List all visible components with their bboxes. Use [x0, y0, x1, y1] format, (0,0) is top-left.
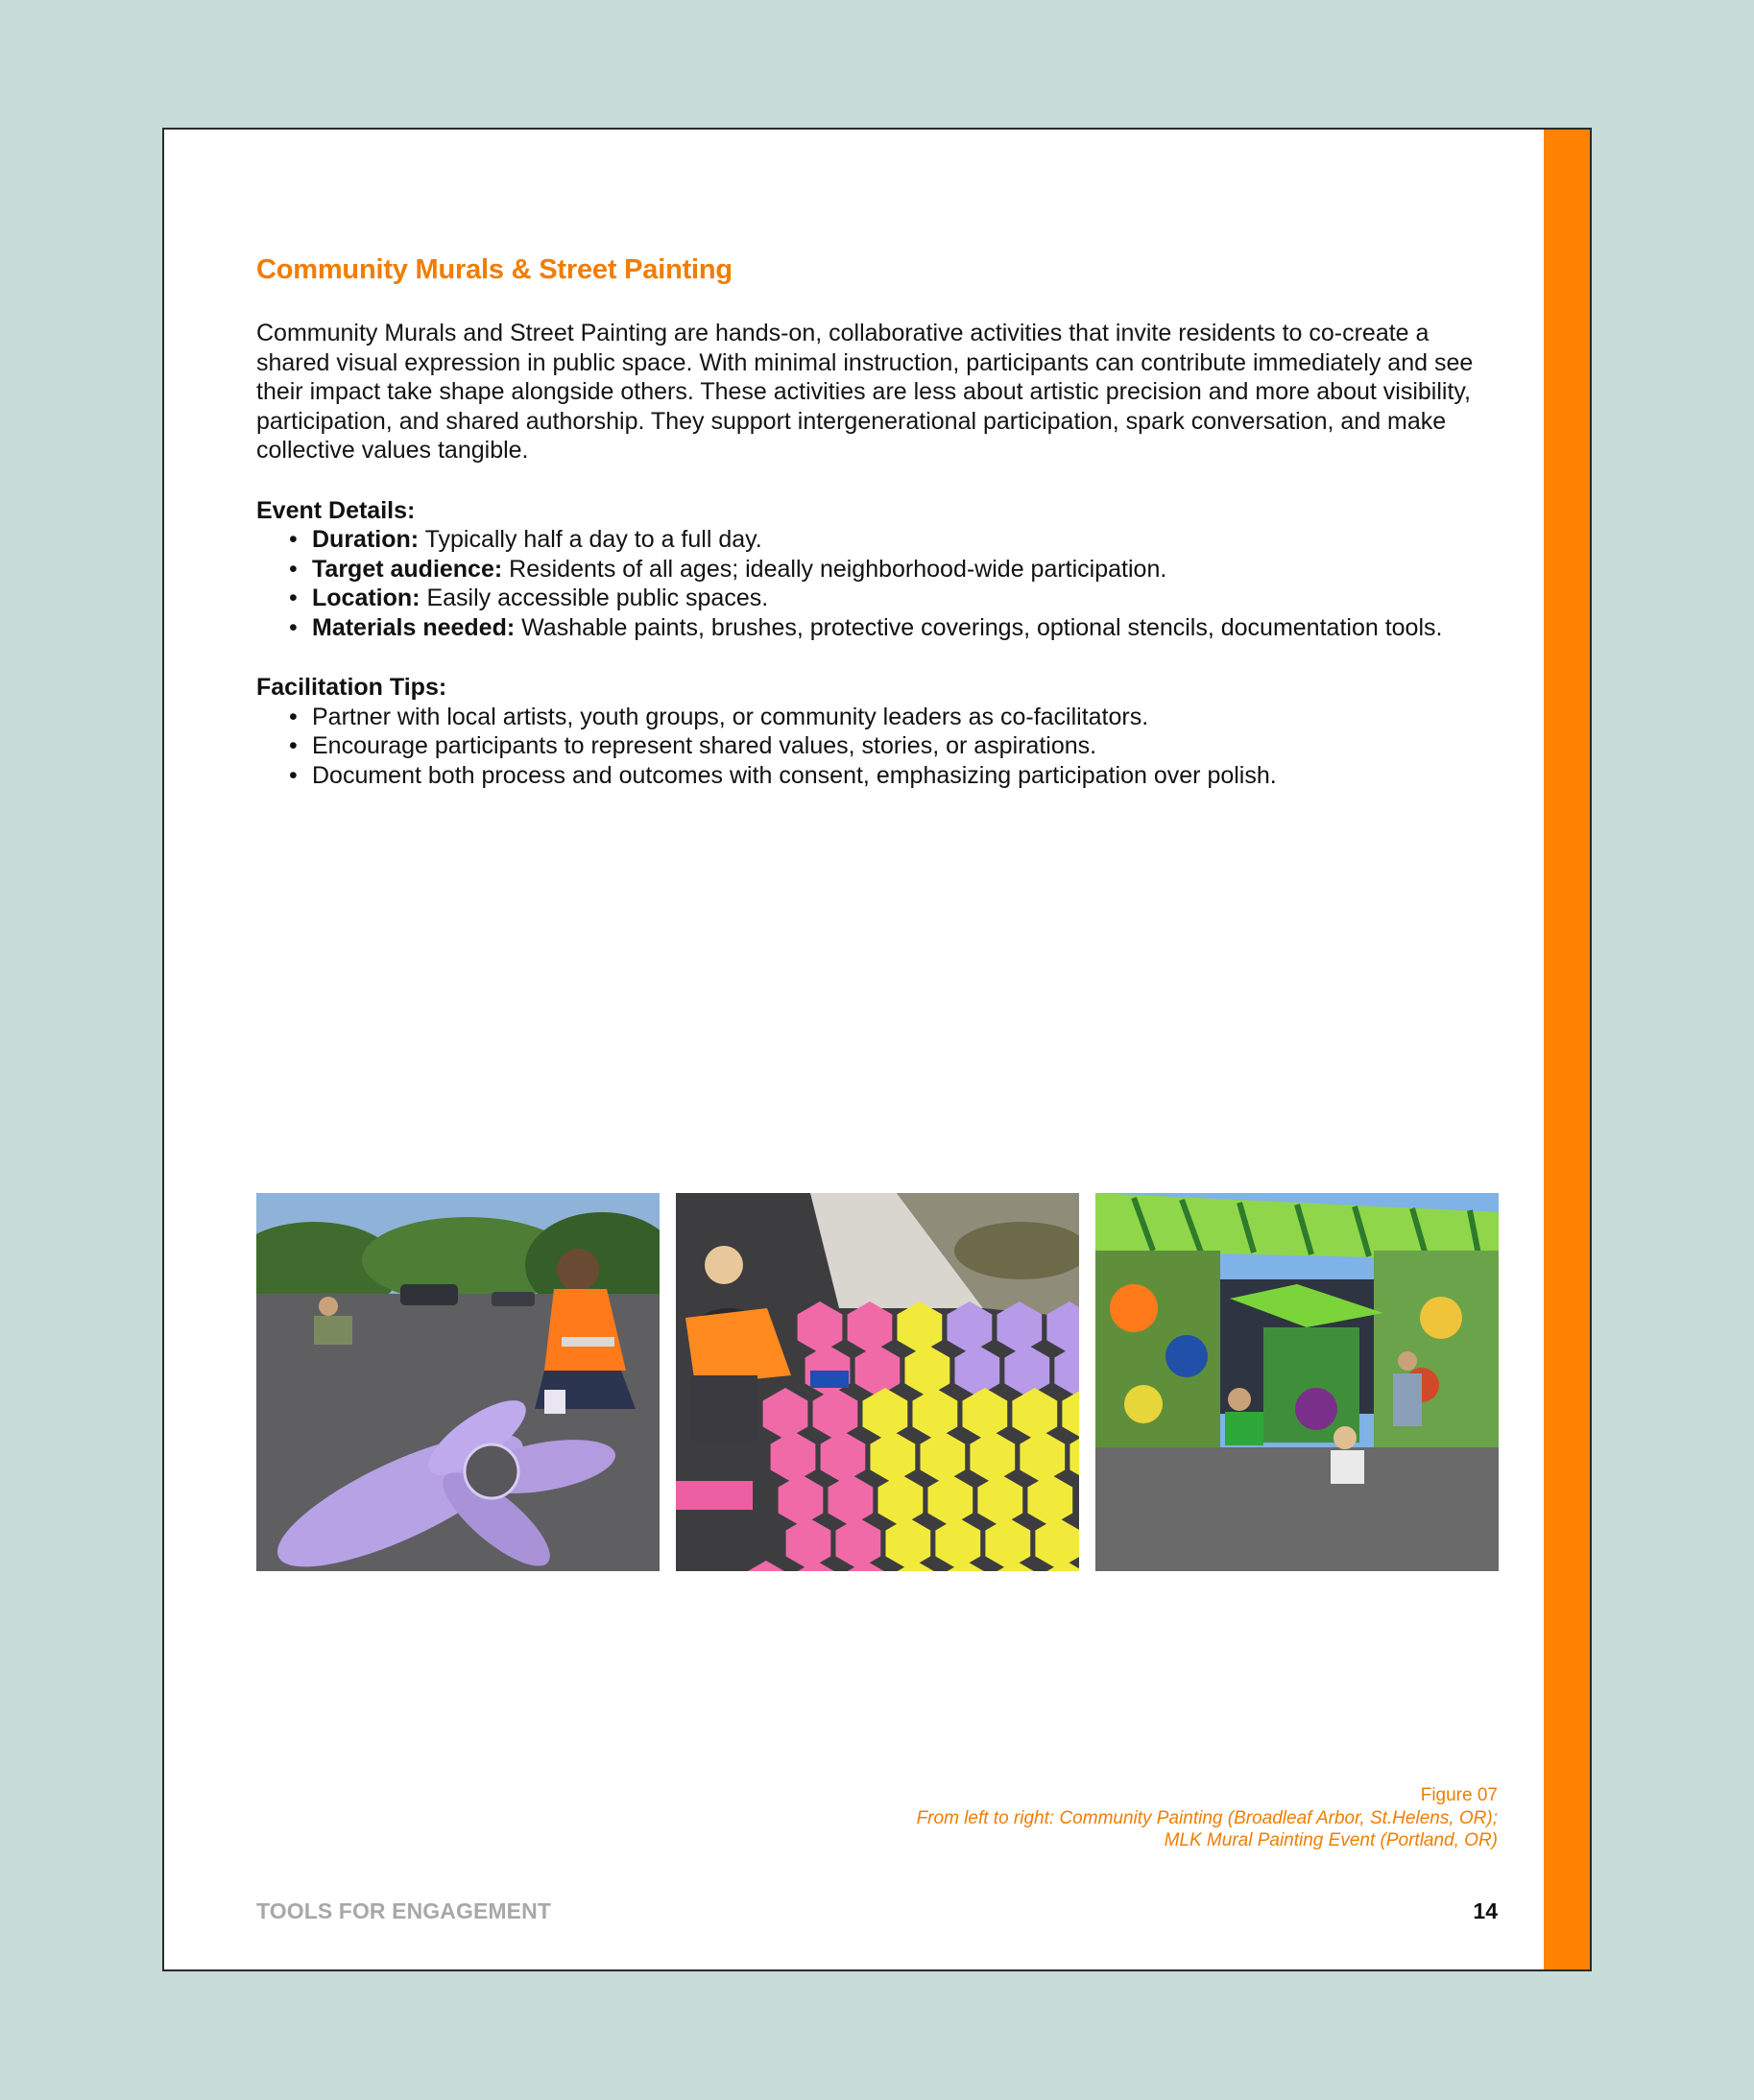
photo-row — [256, 1193, 1500, 1571]
accent-bar — [1544, 130, 1590, 1969]
photo-chalk-flower-painting — [256, 1193, 660, 1571]
footer-section-name: TOOLS FOR ENGAGEMENT — [256, 1898, 551, 1923]
page-number: 14 — [1473, 1898, 1498, 1923]
detail-text: Washable paints, brushes, protective coverings, optional stencils, documentation tools. — [515, 613, 1443, 641]
bullet: • — [289, 703, 298, 730]
detail-text: Residents of all ages; ideally neighborhood-wide participation. — [502, 555, 1167, 583]
tip-text: Partner with local artists, youth groups, or community leaders as co-facilitators. — [312, 703, 1149, 730]
figure-caption — [917, 1784, 1498, 1852]
figure-caption-line: MLK Mural Painting Event (Portland, OR) — [1164, 1830, 1498, 1850]
tip-text: Document both process and outcomes with consent, emphasizing participation over polish. — [312, 761, 1277, 789]
photo-mural-painting-event — [1095, 1193, 1499, 1571]
event-detail-item — [289, 613, 1502, 643]
tip-item — [289, 703, 1502, 732]
bullet: • — [289, 613, 298, 641]
facilitation-tips-heading: Facilitation Tips: — [256, 674, 447, 701]
detail-label: Target audience: — [312, 555, 503, 583]
tip-item — [289, 731, 1502, 761]
detail-label: Duration: — [312, 526, 420, 553]
event-detail-item — [289, 584, 1502, 613]
bullet: • — [289, 761, 298, 789]
facilitation-tips-list — [256, 703, 1504, 791]
detail-text: Typically half a day to a full day. — [419, 526, 762, 553]
event-details-heading: Event Details: — [256, 496, 416, 524]
detail-label: Location: — [312, 585, 420, 611]
figure-number: Figure 07 — [1420, 1785, 1498, 1805]
figure-caption-line: From left to right: Community Painting (Broadleaf Arbor, St.Helens, OR); — [916, 1807, 1498, 1828]
intro-paragraph: Community Murals and Street Painting are hands-on, collaborative activities that invite residents to co-create a shared visual expression in public space. With minimal instruction, participants can contribute immediately and see their impact take shape alongside others. These activities are less about artistic precision and more about visibility, participation, and shared authorship. They support intergenerational participation, spark conversation, and make collective values tangible. — [256, 320, 1474, 464]
detail-label: Materials needed: — [312, 613, 516, 641]
photo-hexagon-street-painting — [676, 1193, 1079, 1571]
document-page — [162, 128, 1592, 1971]
bullet: • — [289, 526, 298, 553]
bullet: • — [289, 732, 298, 759]
tip-item — [289, 761, 1502, 791]
event-details-list — [256, 525, 1504, 642]
tip-text: Encourage participants to represent shared values, stories, or aspirations. — [312, 732, 1097, 759]
event-detail-item — [289, 555, 1502, 585]
main-content — [256, 254, 1504, 790]
bullet: • — [289, 555, 298, 583]
detail-text: Easily accessible public spaces. — [420, 585, 769, 611]
section-title: Community Murals & Street Painting — [256, 254, 733, 285]
bullet: • — [289, 585, 298, 611]
event-detail-item — [289, 525, 1502, 555]
